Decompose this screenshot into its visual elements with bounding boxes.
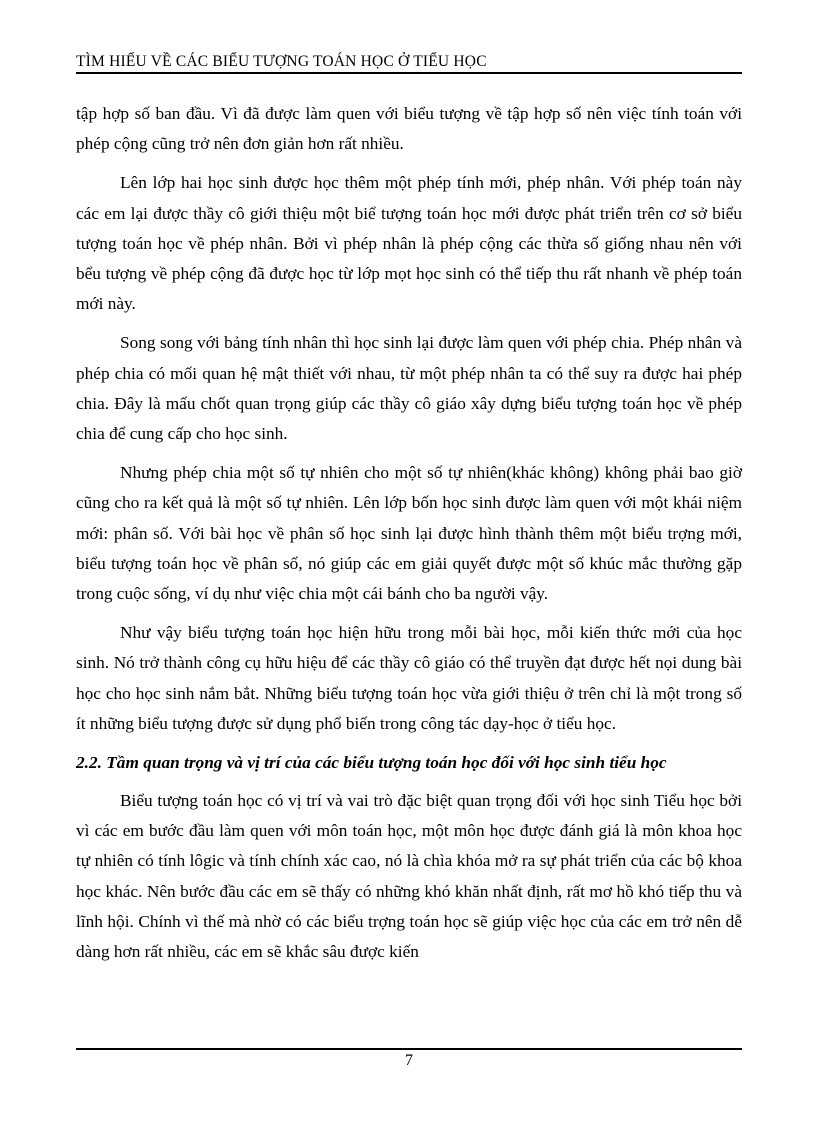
header-divider (76, 72, 742, 74)
running-header: TÌM HIỂU VỀ CÁC BIỂU TƯỢNG TOÁN HỌC Ở TIỂU HỌC (76, 53, 487, 70)
paragraph-multiplication: Lên lớp hai học sinh được học thêm một phép tính mới, phép nhân. Với phép toán này các em lại được thầy cô giới thiệu một biể tượng toán học mới được phát triển trên cơ sở biểu tượng toán học về phép nhân. Bởi vì phép nhân là phép cộng các thừa số giống nhau nên với bểu tượng về phép cộng đã được học từ lớp mọt học sinh có thể tiếp thu rất nhanh về phép toán mới này. (76, 173, 742, 314)
document-body (76, 99, 742, 976)
paragraph-fractions: Nhưng phép chia một số tự nhiên cho một số tự nhiên(khác không) không phải bao giờ cũng cho ra kết quả là một số tự nhiên. Lên lớp bốn học sinh được làm quen với một khái niệm mới: phân số. Với bài học về phân số học sinh lại được hình thành thêm một biểu trợng mới, biểu tượng toán học về phân số, nó giúp các em giải quyết được một số khúc mắc thường gặp trong cuộc sống, ví dụ như việc chia một cái bánh cho ba người vậy. (76, 463, 742, 604)
section-heading: 2.2. Tầm quan trọng và vị trí của các biểu tượng toán học đối với học sinh tiểu học (76, 753, 667, 773)
footer-divider (76, 1048, 742, 1050)
paragraph-importance: Biểu tượng toán học có vị trí và vai trò đặc biệt quan trọng đối với học sinh Tiểu học bởi vì các em bước đầu làm quen với môn toán học, một môn học được đánh giá là môn khoa học tự nhiên có tính lôgic và tính chính xác cao, nó là chìa khóa mở ra sự phát triển của các bộ khoa học khác. Nên bước đầu các em sẽ thấy có những khó khăn nhất định, rất mơ hồ khó tiếp thu và lĩnh hội. Chính vì thế mà nhờ có các biểu trợng toán học sẽ giúp việc học của các em trở nên dễ dàng hơn rất nhiều, các em sẽ khắc sâu được kiến (76, 791, 742, 962)
paragraph-summary: Như vậy biểu tượng toán học hiện hữu trong mỗi bài học, mỗi kiến thức mới của học sinh. Nó trở thành công cụ hữu hiệu để các thầy cô giáo có thể truyền đạt được hết nọi dung bài học cho học sinh nắm bắt. Những biểu tượng toán học vừa giới thiệu ở trên chỉ là một trong số ít những biểu tượng được sử dụng phổ biến trong công tác dạy-học ở tiểu học. (76, 623, 742, 733)
paragraph-continuation: tập hợp số ban đầu. Vì đã được làm quen với biểu tượng về tập hợp số nên việc tính toán với phép cộng cũng trở nên đơn giản hơn rất nhiều. (76, 104, 742, 154)
paragraph-division: Song song với bảng tính nhân thì học sinh lại được làm quen với phép chia. Phép nhân và phép chia có mối quan hệ mật thiết với nhau, từ một phép nhân ta có thể suy ra được hai phép chia. Đây là mấu chốt quan trọng giúp các thầy cô giáo xây dựng biểu tượng toán học về phép chia để cung cấp cho học sinh. (76, 333, 742, 444)
page-number: 7 (405, 1052, 413, 1069)
